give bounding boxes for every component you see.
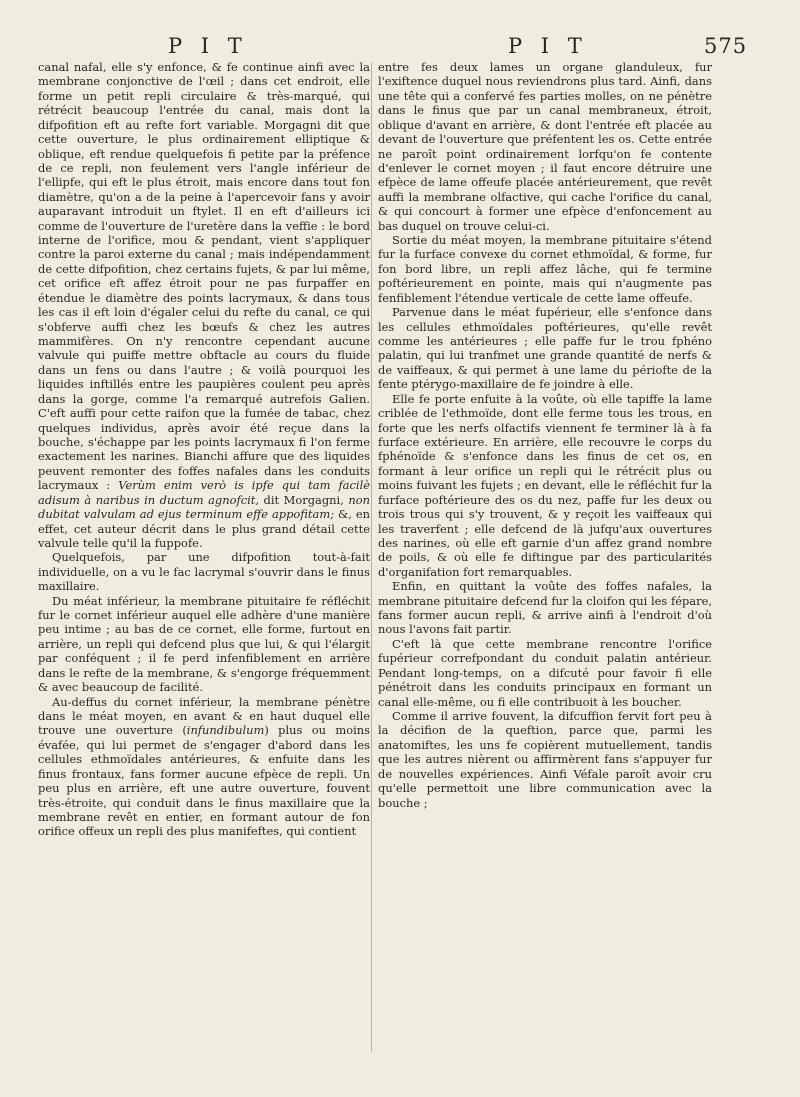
paragraph: entre fes deux lames un organe glanduleux, fur l'exiftence duquel nous reviendrons plus tard. Ainfi, dans une tête qui a confervé fes parties molles, on ne pénètre dans le finus que par un canal membraneux, étroit, oblique d'avant en arrière, & dont l'entrée eft placée au devant de l'ouverture que préfentent les os. Cette entrée ne paroît point ordinairement lorfqu'on fe contente d'enlever le cornet moyen ; il faut encore détruire une efpèce de lame offeufe placée antérieurement, que revêt auffi la membrane olfactive, qui cache l'orifice du canal, & qui concourt à former une efpèce d'enfoncement au bas duquel on trouve celui-ci.: [378, 60, 712, 233]
paragraph: C'eft là que cette membrane rencontre l'orifice fupérieur correfpondant du conduit palatin antérieur. Pendant long-temps, on a difcuté pour favoir fi elle pénétroit dans les conduits principaux en formant un canal elle-même, ou fi elle contribuoit à les boucher.: [378, 636, 712, 709]
paragraph: canal nafal, elle s'y enfonce, & fe continue ainfi avec la membrane conjonctive de l'œil ; dans cet endroit, elle forme un petit repli circulaire & très-marqué, qui rétrécit beaucoup l'entrée du canal, mais dont la difpofition eft au refte fort variable. Morgagni dit que cette ouverture, le plus ordinairement elliptique & oblique, eft rendue quelquefois fi petite par la préfence de ce repli, non feulement vers l'angle inférieur de l'ellipfe, qui eft le plus étroit, mais encore dans tout fon diamètre, qu'on a de la peine à l'apercevoir fans y avoir auparavant introduit un ftylet. Il en eft d'ailleurs ici comme de l'ouverture de l'uretère dans la veffie : le bord interne de l'orifice, mou & pendant, vient s'appliquer contre la paroi externe du canal ; mais indépendamment de cette difpofition, chez certains fujets, & par lui même, cet orifice eft affez étroit pour ne pas furpaffer en étendue le diamètre des points lacrymaux, & dans tous les cas il eft loin d'égaler celui du refte du canal, ce qui s'obferve auffi chez les bœufs & chez les autres mammifères. On n'y rencontre cependant aucune valvule qui puiffe mettre obftacle au cours du fluide dans un fens ou dans l'autre ; & voilà pourquoi les liquides inftillés entre les paupières coulent peu après dans la gorge, comme l'a remarqué autrefois Galien. C'eft auffi pour cette raifon que la fumée de tabac, chez quelques individus, après avoir été reçue dans la bouche, s'échappe par les points lacrymaux fi l'on ferme exactement les narines. Bianchi affure que des liquides peuvent remonter des foffes nafales dans les conduits lacrymaux : Verùm enim verò is ipfe qui tam facilè adisum à naribus in ductum agnofcit, dit Morgagni, non dubitat valvulam ad ejus terminum effe appofitam; &, en effet, cet auteur décrit dans le plus grand détail cette valvule telle qu'il la fuppofe.: [38, 60, 370, 550]
paragraph: Au-deffus du cornet inférieur, la membrane pénètre dans le méat moyen, en avant & en haut duquel elle trouve une ouverture (infundibulum) plus ou moins évafée, qui lui permet de s'engager d'abord dans les cellules ethmoïdales antérieures, & enfuite dans les finus frontaux, fans former aucune efpèce de repli. Un peu plus en arrière, eft une autre ouverture, fouvent très-étroite, qui conduit dans le finus maxillaire que la membrane revêt en entier, en formant autour de fon orifice offeux un repli des plus manifeftes, qui contient: [38, 694, 370, 839]
paragraph: Enfin, en quittant la voûte des foffes nafales, la membrane pituitaire defcend fur la cloifon qui les fépare, fans former aucun repli, & arrive ainfi à l'endroit d'où nous l'avons fait partir.: [378, 579, 712, 637]
paragraph: Quelquefois, par une difpofition tout-à-fait individuelle, on a vu le fac lacrymal s'ouvrir dans le finus maxillaire.: [38, 550, 370, 594]
left-column: [38, 60, 370, 1060]
page-number: 575: [704, 34, 748, 58]
paragraph: Du méat inférieur, la membrane pituitaire fe réfléchit fur le cornet inférieur auquel elle adhère d'une manière peu intime ; au bas de ce cornet, elle forme, furtout en arrière, un repli qui defcend plus que lui, & qui l'élargit par conféquent ; il fe perd infenfiblement en arrière dans le refte de la membrane, & s'engorge fréquemment & avec beaucoup de facilité.: [38, 593, 370, 695]
right-column: [378, 60, 712, 1060]
paragraph: Parvenue dans le méat fupérieur, elle s'enfonce dans les cellules ethmoïdales poftérieures, qu'elle revêt comme les antérieures ; elle paffe fur le trou fphéno palatin, qui lui tranfmet une grande quantité de nerfs & de vaiffeaux, & qui permet à une lame du périofte de la fente ptérygo-maxillaire de fe joindre à elle.: [378, 305, 712, 392]
page-header: [0, 34, 800, 60]
running-head-left: P I T: [168, 34, 248, 58]
paragraph: Sortie du méat moyen, la membrane pituitaire s'étend fur la furface convexe du cornet ethmoïdal, & forme, fur fon bord libre, un repli affez lâche, qui fe termine poftérieurement en pointe, mais qui n'augmente pas fenfiblement l'étendue verticale de cette lame offeufe.: [378, 233, 712, 305]
paragraph: Elle fe porte enfuite à la voûte, où elle tapiffe la lame criblée de l'ethmoïde, dont elle ferme tous les trous, en forte que les nerfs olfactifs viennent fe terminer là à fa furface extérieure. En arrière, elle recouvre le corps du fphénoïde & s'enfonce dans les finus de cet os, en formant à leur orifice un repli qui le rétrécit plus ou moins fuivant les fujets ; en devant, elle le réfléchit fur la furface poftérieure des os du nez, paffe fur les deux ou trois trous qui s'y trouvent, & y reçoit les vaiffeaux qui les traverfent ; elle defcend de là jufqu'aux ouvertures des narines, où elle eft garnie d'un affez grand nombre de poils, & où elle fe diftingue par des particularités d'organifation fort remarquables.: [378, 391, 712, 579]
running-head-right: P I T: [508, 34, 588, 58]
paragraph: Comme il arrive fouvent, la difcuffion fervit fort peu à la décifion de la queftion, parce que, parmi les anatomiftes, les uns fe copièrent mutuellement, tandis que les autres nièrent ou affirmèrent fans s'appuyer fur de nouvelles expériences. Ainfi Véfale paroît avoir cru qu'elle permettoit une libre communication avec la bouche ;: [378, 708, 712, 810]
column-divider: [371, 62, 372, 1052]
